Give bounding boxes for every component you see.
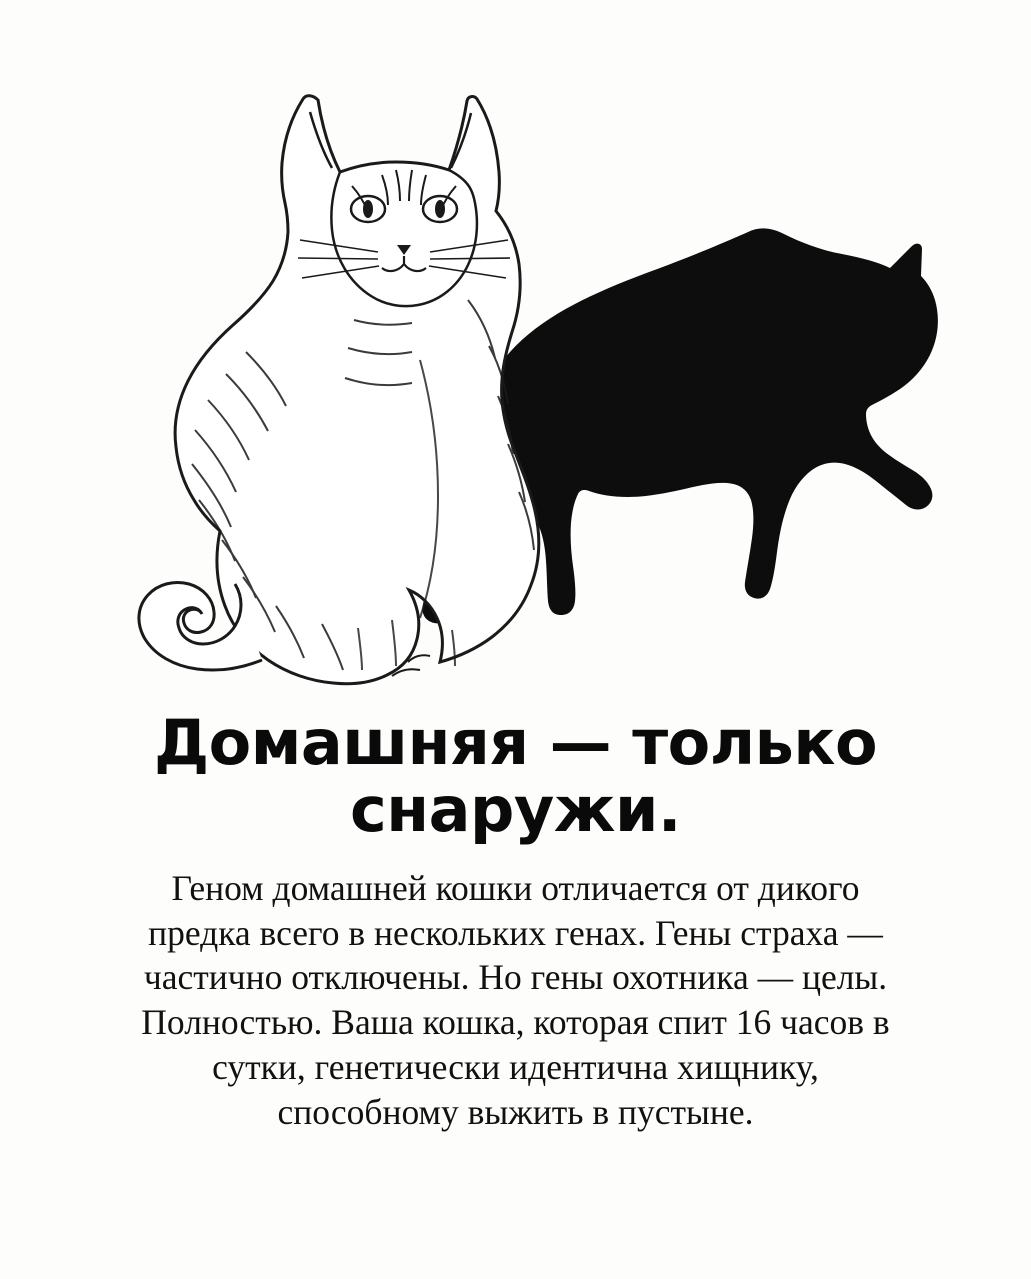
body-paragraph: Геном домашней кошки отличается от дикого предка всего в нескольких генах. Гены страха — частично отключены. Но гены охотника — целы. Полностью. Ваша кошка, которая спит 16 часов в сутки, генетически идентична хищнику, способному выжить в пустыне. [141,867,890,1132]
page-title: Домашняя — только снаружи. [153,706,878,846]
sitting-tabby-cat-line-drawing-icon [139,96,539,684]
